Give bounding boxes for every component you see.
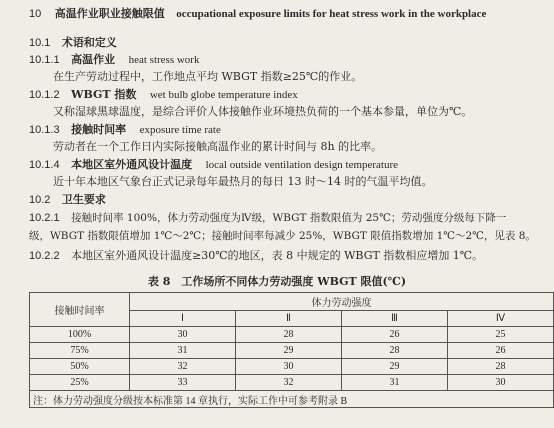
- term-10-1-3-heading: [29, 122, 221, 138]
- term-10-1-2-heading: [29, 87, 298, 103]
- section-title: 卫生要求: [61, 193, 106, 206]
- clause-number: 10.2.2: [29, 250, 60, 262]
- value-cell: 33: [130, 375, 236, 391]
- term-name: 高温作业: [71, 53, 116, 66]
- value-cell: 30: [236, 359, 342, 375]
- level-header-cell: Ⅰ: [130, 311, 236, 327]
- term-english: wet bulb globe temperature index: [149, 89, 298, 101]
- level-header-cell: Ⅲ: [342, 311, 448, 327]
- table-row: [30, 359, 554, 375]
- term-english: local outside ventilation design temperature: [205, 159, 399, 171]
- rate-cell: 25%: [30, 375, 130, 391]
- section-number: 10.2: [29, 194, 51, 206]
- value-cell: 32: [130, 359, 236, 375]
- section-10-2-heading: [29, 192, 106, 208]
- section-title: 术语和定义: [61, 36, 117, 49]
- table-note-row: [30, 391, 554, 408]
- value-cell: 31: [130, 343, 236, 359]
- term-definition: 又称湿球黑球温度，是综合评价人体接触作业环境热负荷的一个基本参量，单位为℃。: [53, 105, 473, 118]
- level-header-cell: Ⅱ: [236, 311, 342, 327]
- term-name: 本地区室外通风设计温度: [71, 158, 193, 171]
- value-cell: 28: [236, 327, 342, 343]
- term-10-1-4-heading: [29, 157, 398, 173]
- section-title-zh: 高温作业职业接触限值: [54, 7, 165, 20]
- clause-text-continued: 级，WBGT 指数限值增加 1℃～2℃；接触时间率每减少 25%，WBGT 限值指数增加 1℃～2℃，见表 8。: [29, 230, 536, 242]
- term-number: 10.1.1: [29, 54, 60, 66]
- value-cell: 28: [342, 343, 448, 359]
- wbgt-limit-table: [29, 292, 554, 408]
- section-number: 10: [29, 8, 42, 20]
- value-cell: 29: [236, 343, 342, 359]
- value-cell: 32: [236, 375, 342, 391]
- value-cell: 26: [448, 343, 554, 359]
- table-note: 注：体力劳动强度分级按本标准第 14 章执行，实际工作中可参考附录 B: [30, 391, 554, 408]
- value-cell: 31: [342, 375, 448, 391]
- table-row: [30, 327, 554, 343]
- value-cell: 30: [130, 327, 236, 343]
- clause-10-2-2: [29, 248, 483, 264]
- term-definition: 近十年本地区气象台正式记录每年最热月的每日 13 时～14 时的气温平均值。: [53, 175, 433, 188]
- value-cell: 29: [342, 359, 448, 375]
- table-caption: 表 8 工作场所不同体力劳动强度 WBGT 限值(℃): [147, 275, 407, 288]
- group-header-cell: 体力劳动强度: [130, 293, 554, 311]
- value-cell: 28: [448, 359, 554, 375]
- term-name: WBGT 指数: [71, 88, 137, 101]
- rate-cell: 50%: [30, 359, 130, 375]
- table-row: [30, 343, 554, 359]
- clause-number: 10.2.1: [29, 212, 60, 224]
- rate-cell: 75%: [30, 343, 130, 359]
- term-definition: 劳动者在一个工作日内实际接触高温作业的累计时间与 8h 的比率。: [53, 140, 383, 153]
- section-title-en: occupational exposure limits for heat stress work in the workplace: [176, 8, 487, 20]
- term-number: 10.1.4: [29, 159, 60, 171]
- term-number: 10.1.3: [29, 124, 60, 136]
- table-row: [30, 375, 554, 391]
- clause-text: 接触时间率 100%，体力劳动强度为Ⅳ级，WBGT 指数限值为 25℃；劳动强度分级每下降一: [71, 212, 507, 224]
- section-10-1-heading: [29, 35, 117, 51]
- value-cell: 25: [448, 327, 554, 343]
- term-number: 10.1.2: [29, 89, 60, 101]
- level-header-cell: Ⅳ: [448, 311, 554, 327]
- value-cell: 30: [448, 375, 554, 391]
- section-number: 10.1: [29, 37, 51, 49]
- section-10-heading: [29, 6, 486, 22]
- row-header-cell: 接触时间率: [30, 293, 130, 327]
- clause-10-2-1-line-1: [29, 210, 506, 226]
- clause-text: 本地区室外通风设计温度≥30℃的地区，表 8 中规定的 WBGT 指数相应增加 1℃。: [71, 249, 484, 262]
- term-english: heat stress work: [128, 54, 200, 66]
- term-10-1-1-heading: [29, 52, 199, 68]
- term-definition: 在生产劳动过程中，工作地点平均 WBGT 指数≥25℃的作业。: [53, 70, 363, 83]
- value-cell: 26: [342, 327, 448, 343]
- term-name: 接触时间率: [71, 123, 127, 136]
- table-header-row: [30, 293, 554, 311]
- rate-cell: 100%: [30, 327, 130, 343]
- term-english: exposure time rate: [139, 124, 221, 136]
